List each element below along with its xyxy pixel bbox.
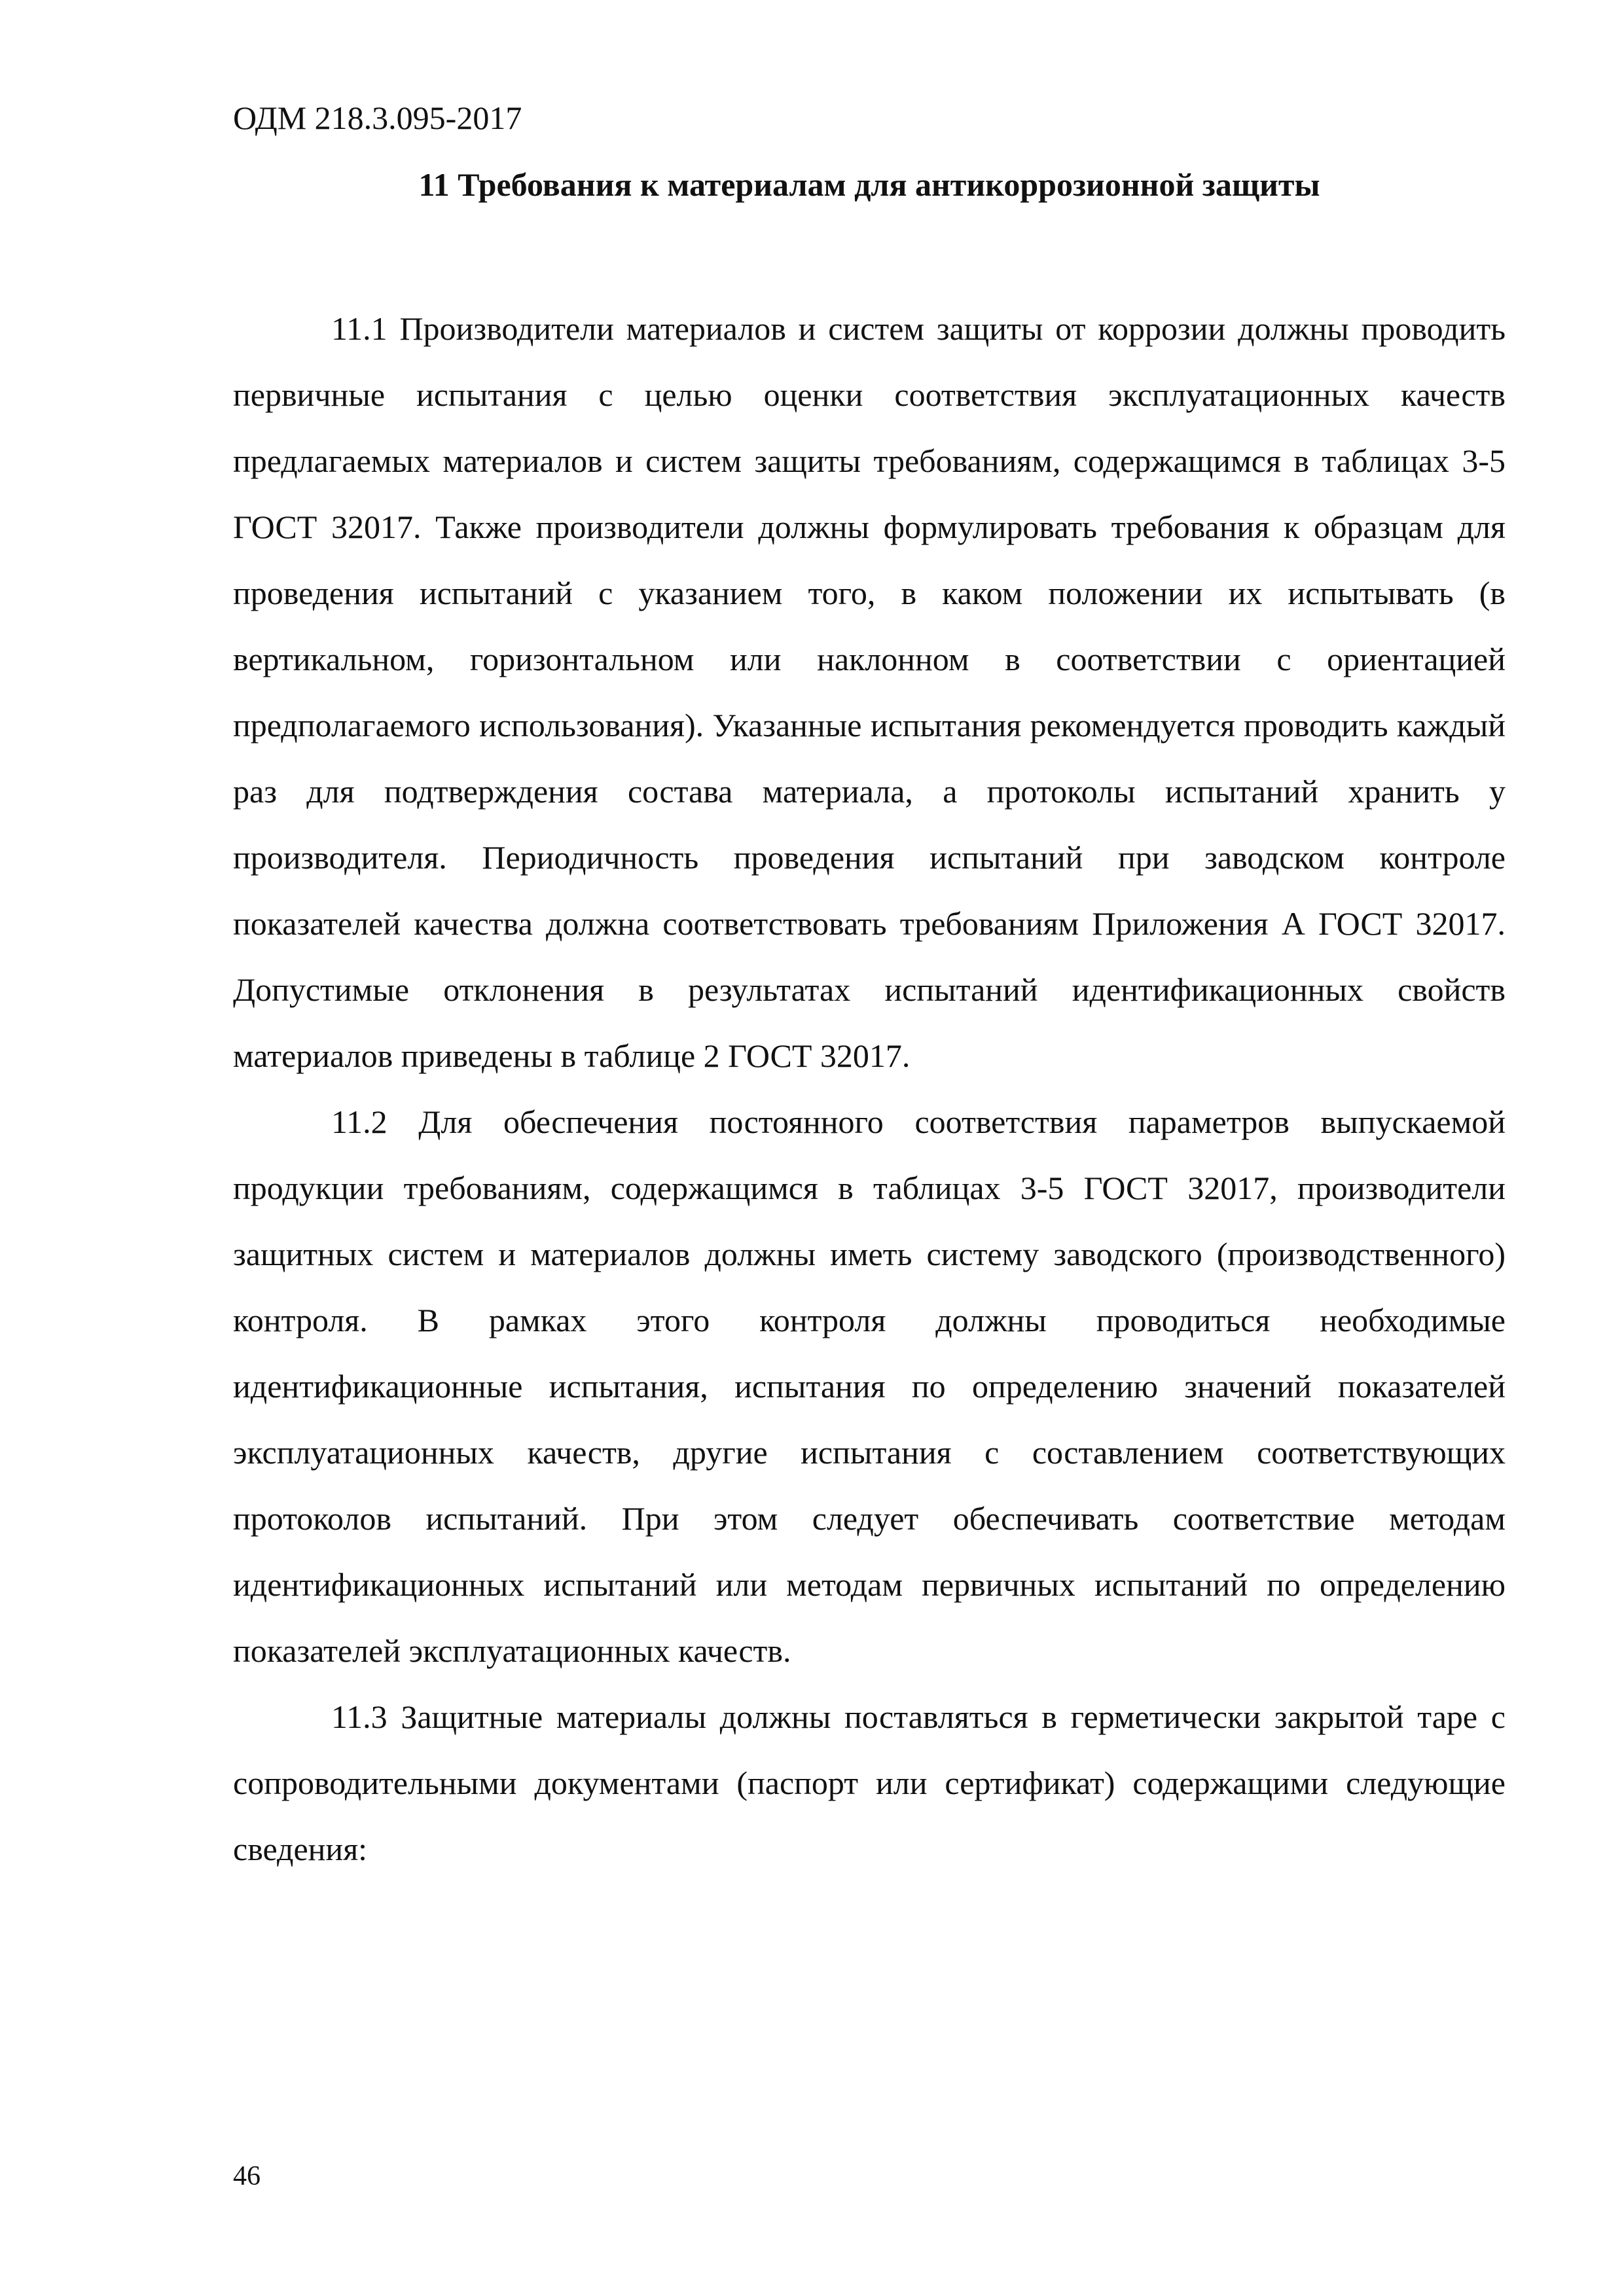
- paragraph-11-2: 11.2 Для обеспечения постоянного соответствия параметров выпускаемой продукции требованиям, содержащимся в таблицах 3-5 ГОСТ 32017, производители защитных систем и материалов должны иметь систему заводского (производственного) контроля. В рамках этого контроля должны проводиться необходимые идентификационные испытания, испытания по определению значений показателей эксплуатационных качеств, другие испытания с составлением соответствующих протоколов испытаний. При этом следует обеспечивать соответствие методам идентификационных испытаний или методам первичных испытаний по определению показателей эксплуатационных качеств.: [233, 1103, 1506, 1669]
- document-code: ОДМ 218.3.095-2017: [233, 99, 522, 136]
- page-number: 46: [233, 2161, 261, 2191]
- section-body: [233, 296, 1506, 1882]
- paragraph-11-1: 11.1 Производители материалов и систем защиты от коррозии должны проводить первичные испытания с целью оценки соответствия эксплуатационных качеств предлагаемых материалов и систем защиты требованиям, содержащимся в таблицах 3-5 ГОСТ 32017. Также производители должны формулировать требования к образцам для проведения испытаний с указанием того, в каком положении их испытывать (в вертикальном, горизонтальном или наклонном в соответствии с ориентацией предполагаемого использования). Указанные испытания рекомендуется проводить каждый раз для подтверждения состава материала, а протоколы испытаний хранить у производителя. Периодичность проведения испытаний при заводском контроле показателей качества должна соответствовать требованиям Приложения А ГОСТ 32017. Допустимые отклонения в результатах испытаний идентификационных свойств материалов приведены в таблице 2 ГОСТ 32017.: [233, 310, 1506, 1074]
- section-heading: 11 Требования к материалам для антикоррозионной защиты: [418, 166, 1320, 203]
- paragraph-11-3: 11.3 Защитные материалы должны поставляться в герметически закрытой таре с сопроводительными документами (паспорт или сертификат) содержащими следующие сведения:: [233, 1698, 1506, 1867]
